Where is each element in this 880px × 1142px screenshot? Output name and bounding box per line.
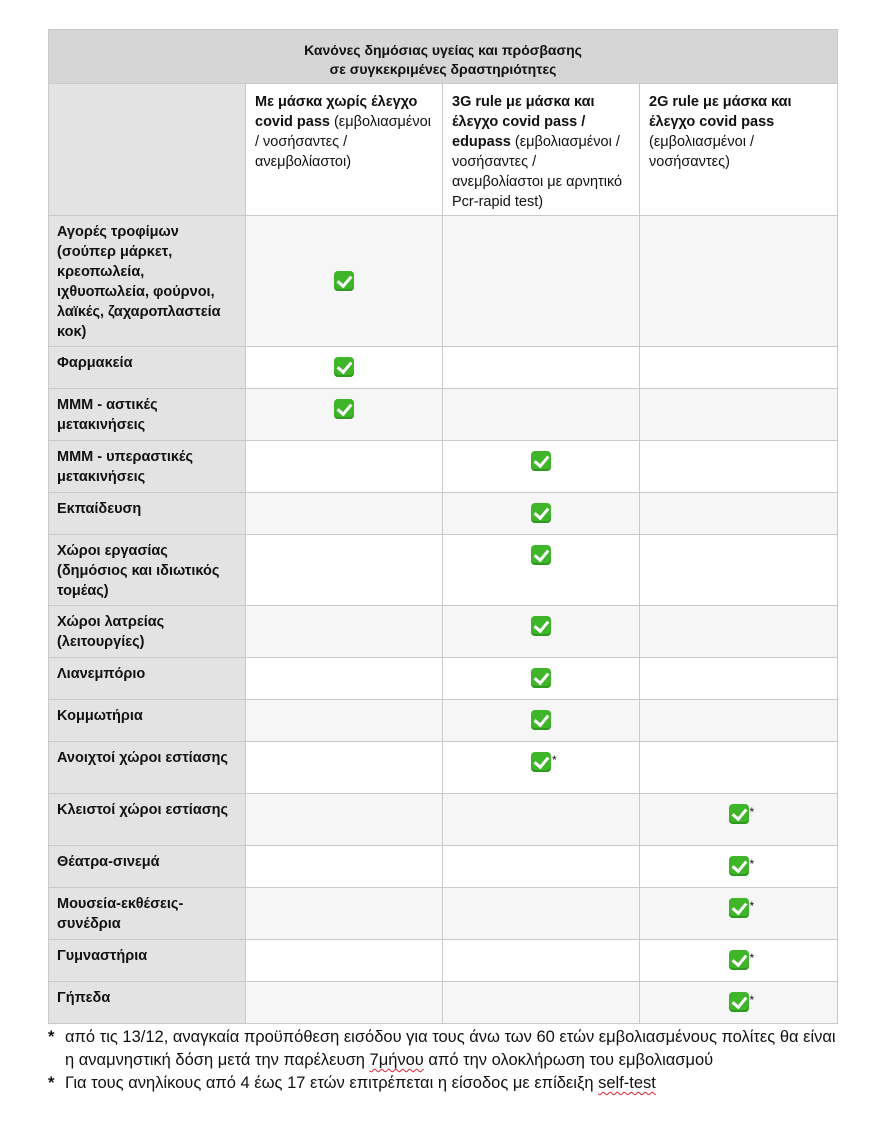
- table-row: [49, 888, 838, 940]
- footnote-text: από την ολοκλήρωση του εμβολιασμού: [423, 1051, 714, 1069]
- title-line-1: Κανόνες δημόσιας υγείας και πρόσβασης: [304, 41, 582, 58]
- footnote-star: *: [749, 993, 755, 1007]
- table-cell: [246, 493, 443, 535]
- table-cell: [640, 389, 838, 441]
- allowed-mark: [729, 992, 754, 1012]
- table-cell: [246, 742, 443, 794]
- check-icon: [729, 950, 749, 970]
- table-row: [49, 794, 838, 846]
- table-row: [49, 347, 838, 389]
- allowed-mark: [729, 856, 754, 876]
- title-line-2: σε συγκεκριμένες δραστηριότητες: [329, 60, 557, 77]
- table-cell: [640, 846, 838, 888]
- column-header-detail: (εμβολιασμένοι / νοσήσαντες / ανεμβολίαστοι): [255, 114, 431, 170]
- check-icon: [531, 545, 551, 565]
- column-header-mask-only: [246, 84, 443, 216]
- allowed-mark: [531, 710, 551, 730]
- row-label: Φαρμακεία: [49, 347, 246, 389]
- check-icon: [531, 752, 551, 772]
- check-icon: [531, 668, 551, 688]
- row-label: ΜΜΜ - αστικές μετακινήσεις: [49, 389, 246, 441]
- row-label: Αγορές τροφίμων (σούπερ μάρκετ, κρεοπωλεία, ιχθυοπωλεία, φούρνοι, λαϊκές, ζαχαροπλαστεία κοκ): [49, 216, 246, 347]
- row-label: ΜΜΜ - υπεραστικές μετακινήσεις: [49, 441, 246, 493]
- column-header-bold: 2G rule με μάσκα και έλεγχο covid pass: [649, 94, 792, 130]
- table-cell: [246, 535, 443, 606]
- table-cell: [443, 940, 640, 982]
- allowed-mark: [334, 357, 354, 377]
- row-label: Λιανεμπόριο: [49, 658, 246, 700]
- footnote-marker: *: [48, 1028, 55, 1046]
- footnote-spellcheck-word: self-test: [598, 1074, 656, 1092]
- check-icon: [334, 399, 354, 419]
- table-cell: [246, 347, 443, 389]
- table-cell: [246, 982, 443, 1024]
- row-label: Ανοιχτοί χώροι εστίασης: [49, 742, 246, 794]
- table-cell: [640, 535, 838, 606]
- row-label: Κλειστοί χώροι εστίασης: [49, 794, 246, 846]
- table-cell: [640, 441, 838, 493]
- table-cell: [246, 794, 443, 846]
- row-label: Γήπεδα: [49, 982, 246, 1024]
- table-title: [49, 30, 838, 84]
- column-header-detail: (εμβολιασμένοι / νοσήσαντες): [649, 134, 754, 170]
- check-icon: [531, 710, 551, 730]
- column-header-2g: [640, 84, 838, 216]
- row-label: Χώροι εργασίας (δημόσιος και ιδιωτικός τομέας): [49, 535, 246, 606]
- check-icon: [531, 451, 551, 471]
- table-cell: [246, 846, 443, 888]
- row-label: Κομμωτήρια: [49, 700, 246, 742]
- header-corner: [49, 84, 246, 216]
- column-header-3g: [443, 84, 640, 216]
- footnote-spellcheck-word: 7μήνου: [369, 1051, 424, 1069]
- footnote-text: από τις 13/12, αναγκαία προϋπόθεση εισόδου για τους άνω των 60 ετών εμβολιασμένους πολίτες θα είναι η αναμνηστική δόση μετά την παρέλευση: [65, 1028, 836, 1069]
- check-icon: [729, 856, 749, 876]
- column-header-bold: Με μάσκα χωρίς έλεγχο covid pass: [255, 94, 418, 130]
- table-cell: [443, 389, 640, 441]
- table-row: [49, 493, 838, 535]
- table-cell: [640, 794, 838, 846]
- allowed-mark: [531, 503, 551, 523]
- allowed-mark: [729, 898, 754, 918]
- table-cell: [443, 535, 640, 606]
- table-cell: [443, 441, 640, 493]
- check-icon: [729, 992, 749, 1012]
- table-cell: [640, 888, 838, 940]
- allowed-mark: [531, 668, 551, 688]
- footnote-minors: [48, 1072, 848, 1095]
- table-cell: [246, 441, 443, 493]
- table-row: [49, 658, 838, 700]
- allowed-mark: [729, 804, 754, 824]
- row-label: Χώροι λατρείας (λειτουργίες): [49, 606, 246, 658]
- allowed-mark: [531, 616, 551, 636]
- table-row: [49, 940, 838, 982]
- table-row: [49, 441, 838, 493]
- table-cell: [640, 658, 838, 700]
- table-cell: [246, 940, 443, 982]
- allowed-mark: [531, 752, 556, 772]
- footnote-text: Για τους ανηλίκους από 4 έως 17 ετών επιτρέπεται η είσοδος με επίδειξη: [65, 1074, 599, 1092]
- table-cell: [443, 658, 640, 700]
- table-cell: [640, 493, 838, 535]
- access-rules-table: [48, 29, 838, 1024]
- table-row: [49, 700, 838, 742]
- table-cell: [640, 347, 838, 389]
- table-row: [49, 606, 838, 658]
- table-cell: [640, 982, 838, 1024]
- column-header-detail: (εμβολιασμένοι / νοσήσαντες / ανεμβολίαστοι με αρνητικό Pcr-rapid test): [452, 134, 623, 210]
- table-cell: [640, 216, 838, 347]
- table-cell: [443, 347, 640, 389]
- check-icon: [334, 357, 354, 377]
- table-row: [49, 982, 838, 1024]
- check-icon: [729, 804, 749, 824]
- table-cell: [246, 216, 443, 347]
- check-icon: [729, 898, 749, 918]
- footnote-star: *: [749, 951, 755, 965]
- table-cell: [443, 742, 640, 794]
- table-cell: [443, 794, 640, 846]
- table-cell: [246, 888, 443, 940]
- table-cell: [246, 700, 443, 742]
- allowed-mark: [531, 451, 551, 471]
- table-cell: [640, 742, 838, 794]
- table-cell: [443, 846, 640, 888]
- table-cell: [443, 493, 640, 535]
- footnote-booster: [48, 1026, 848, 1072]
- table-row: [49, 535, 838, 606]
- table-cell: [640, 940, 838, 982]
- check-icon: [531, 616, 551, 636]
- footnote-marker: *: [48, 1074, 55, 1092]
- footnote-star: *: [552, 753, 557, 767]
- allowed-mark: [334, 399, 354, 419]
- footnote-star: *: [749, 857, 755, 871]
- table-cell: [640, 700, 838, 742]
- table-cell: [443, 216, 640, 347]
- table-cell: [246, 389, 443, 441]
- table-cell: [443, 606, 640, 658]
- table-row: [49, 742, 838, 794]
- table-row: [49, 389, 838, 441]
- table-cell: [443, 888, 640, 940]
- row-label: Θέατρα-σινεμά: [49, 846, 246, 888]
- row-label: Γυμναστήρια: [49, 940, 246, 982]
- table-body: [49, 216, 838, 1024]
- column-header-bold: 3G rule με μάσκα και έλεγχο covid pass / edupass: [452, 94, 595, 150]
- footnotes: [48, 1026, 848, 1095]
- allowed-mark: [531, 545, 551, 565]
- table-cell: [443, 700, 640, 742]
- table-cell: [246, 606, 443, 658]
- table-row: [49, 216, 838, 347]
- check-icon: [334, 271, 354, 291]
- check-icon: [531, 503, 551, 523]
- allowed-mark: [729, 950, 754, 970]
- table-row: [49, 846, 838, 888]
- allowed-mark: [334, 271, 354, 291]
- row-label: Μουσεία-εκθέσεις-συνέδρια: [49, 888, 246, 940]
- footnote-star: *: [749, 805, 755, 819]
- footnote-star: *: [749, 899, 755, 913]
- table-cell: [246, 658, 443, 700]
- table-cell: [640, 606, 838, 658]
- row-label: Εκπαίδευση: [49, 493, 246, 535]
- table-cell: [443, 982, 640, 1024]
